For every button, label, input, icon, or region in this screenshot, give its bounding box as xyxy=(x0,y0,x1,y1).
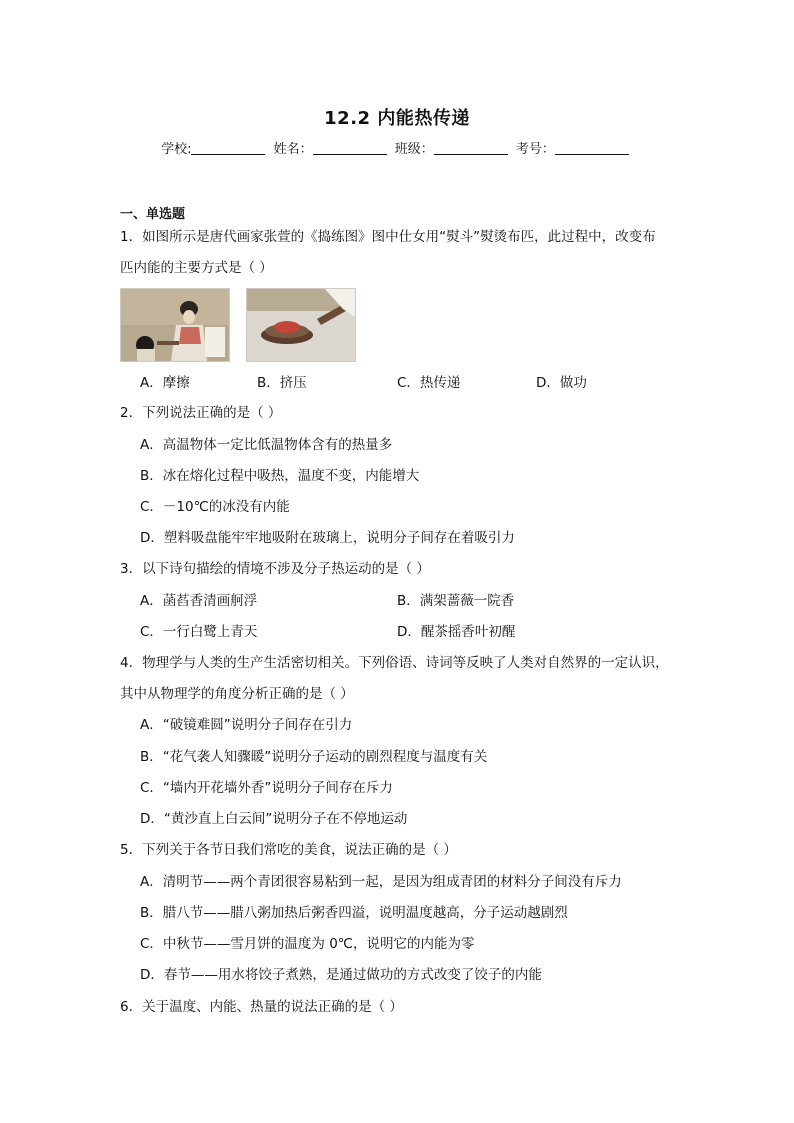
exam-number-label: 考号： xyxy=(515,142,555,157)
question-2-stem: 2．下列说法正确的是（ ） xyxy=(120,405,282,421)
question-3-option-d[interactable]: D．醒茶摇香叶初醒 xyxy=(397,624,516,640)
iron-pan-icon xyxy=(246,288,356,362)
question-4-option-b[interactable]: B．“花气袭人知骤暖”说明分子运动的剧烈程度与温度有关 xyxy=(140,749,488,765)
question-2-option-a[interactable]: A．高温物体一定比低温物体含有的热量多 xyxy=(140,437,393,453)
question-6-stem: 6．关于温度、内能、热量的说法正确的是（ ） xyxy=(120,999,403,1015)
question-1-option-b[interactable]: B．挤压 xyxy=(257,375,307,391)
painting-ladies-icon xyxy=(120,288,230,362)
exam-number-blank[interactable] xyxy=(555,142,629,155)
question-3-option-c[interactable]: C．一行白鹭上青天 xyxy=(140,624,258,640)
question-2-option-b[interactable]: B．冰在熔化过程中吸热，温度不变，内能增大 xyxy=(140,468,420,484)
question-4-option-a[interactable]: A．“破镜难圆”说明分子间存在引力 xyxy=(140,717,353,733)
class-blank[interactable] xyxy=(434,142,508,155)
question-5-option-c[interactable]: C．中秋节——雪月饼的温度为 0℃，说明它的内能为零 xyxy=(140,936,475,952)
question-1-stem-line-1: 1．如图所示是唐代画家张萱的《捣练图》图中仕女用“熨斗”熨烫布匹，此过程中，改变布 xyxy=(120,229,656,245)
class-label: 班级： xyxy=(394,142,434,157)
question-4-stem-line-2: 其中从物理学的角度分析正确的是（ ） xyxy=(120,686,354,702)
question-3-option-a[interactable]: A．菡萏香清画舸浮 xyxy=(140,593,258,609)
question-4-option-c[interactable]: C．“墙内开花墙外香”说明分子间存在斥力 xyxy=(140,780,393,796)
question-3-option-b[interactable]: B．满架蔷薇一院香 xyxy=(397,593,515,609)
question-5-option-b[interactable]: B．腊八节——腊八粥加热后粥香四溢，说明温度越高，分子运动越剧烈 xyxy=(140,905,568,921)
question-5-stem: 5．下列关于各节日我们常吃的美食，说法正确的是（ ） xyxy=(120,842,457,858)
student-info-row xyxy=(0,138,794,157)
question-5-option-a[interactable]: A．清明节——两个青团很容易粘到一起，是因为组成青团的材料分子间没有斥力 xyxy=(140,874,622,890)
question-1-option-d[interactable]: D．做功 xyxy=(536,375,587,391)
question-4-stem-line-1: 4．物理学与人类的生产生活密切相关。下列俗语、诗词等反映了人类对自然界的一定认识， xyxy=(120,655,669,671)
question-1-stem-line-2: 匹内能的主要方式是（ ） xyxy=(120,260,273,276)
school-label: 学校: xyxy=(161,142,192,157)
question-1-option-a[interactable]: A．摩擦 xyxy=(140,375,190,391)
section-heading: 一、单选题 xyxy=(120,207,186,222)
name-label: 姓名： xyxy=(273,142,313,157)
question-3-stem: 3．以下诗句描绘的情境不涉及分子热运动的是（ ） xyxy=(120,561,430,577)
question-1-option-c[interactable]: C．热传递 xyxy=(397,375,461,391)
question-2-option-d[interactable]: D．塑料吸盘能牢牢地吸附在玻璃上，说明分子间存在着吸引力 xyxy=(140,530,515,546)
question-5-option-d[interactable]: D．春节——用水将饺子煮熟，是通过做功的方式改变了饺子的内能 xyxy=(140,967,542,983)
school-blank[interactable] xyxy=(191,142,265,155)
page-title: 12.2 内能热传递 xyxy=(324,108,470,129)
question-2-option-c[interactable]: C．－10℃的冰没有内能 xyxy=(140,499,290,515)
name-blank[interactable] xyxy=(313,142,387,155)
question-4-option-d[interactable]: D．“黄沙直上白云间”说明分子在不停地运动 xyxy=(140,811,408,827)
